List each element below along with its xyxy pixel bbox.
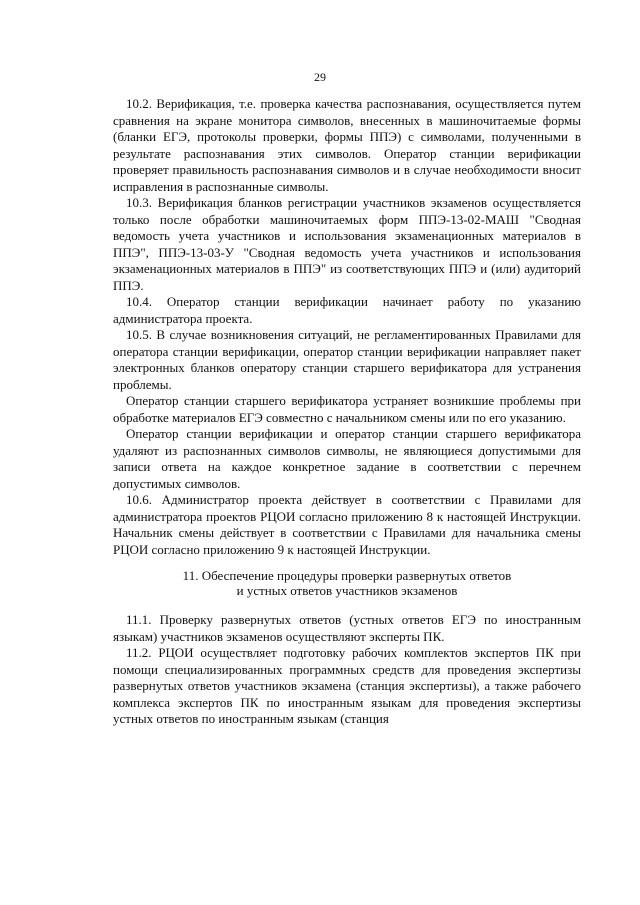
paragraph-10-6: 10.6. Администратор проекта действует в соответствии с Правилами для администратора проектов РЦОИ согласно приложению 8 к настоящей Инструкции. Начальник смены действует в соответствии с Правилами для начальника смены РЦОИ согласно приложению 9 к настоящей Инструкции. [113,492,581,557]
section-heading-11 [113,568,581,598]
section-heading-line-2: и устных ответов участников экзаменов [236,583,458,598]
paragraph-senior-verifier-operator: Оператор станции старшего верификатора устраняет возникшие проблемы при обработке материалов ЕГЭ совместно с начальником смены или по его указанию. [113,393,581,425]
paragraph-remove-invalid-symbols: Оператор станции верификации и оператор станции старшего верификатора удаляют из распознанных символов символы, не являющиеся допустимыми для записи ответа на каждое конкретное задание в соответствии с перечнем допустимых символов. [113,426,581,491]
paragraph-11-1: 11.1. Проверку развернутых ответов (устных ответов ЕГЭ по иностранным языкам) участников экзаменов осуществляют эксперты ПК. [113,612,581,644]
page-number: 29 [314,70,326,84]
document-body [113,96,581,728]
paragraph-10-5: 10.5. В случае возникновения ситуаций, не регламентированных Правилами для оператора станции верификации, оператор станции верификации направляет пакет электронных бланков оператору станции старшего верификатора для устранения проблемы. [113,327,581,392]
paragraph-10-2: 10.2. Верификация, т.е. проверка качества распознавания, осуществляется путем сравнения на экране монитора символов, внесенных в машиночитаемые формы (бланки ЕГЭ, протоколы проверки, формы ППЭ) с символами, полученными в результате распознавания этих символов. Оператор станции верификации проверяет правильность распознавания символов и в случае необходимости вносит исправления в распознанные символы. [113,96,581,194]
section-heading-line-1: 11. Обеспечение процедуры проверки развернутых ответов [182,568,512,583]
paragraph-10-4: 10.4. Оператор станции верификации начинает работу по указанию администратора проекта. [113,294,581,326]
paragraph-11-2: 11.2. РЦОИ осуществляет подготовку рабочих комплектов экспертов ПК при помощи специализированных программных средств для проведения экспертизы развернутых ответов участников экзамена (станция экспертизы), а также рабочего комплекса экспертов ПК по иностранным языкам для проведения экспертизы устных ответов по иностранным языкам (станция [113,645,581,726]
paragraph-10-3: 10.3. Верификация бланков регистрации участников экзаменов осуществляется только после обработки машиночитаемых форм ППЭ-13-02-МАШ "Сводная ведомость учета участников и использования экзаменационных материалов в ППЭ", ППЭ-13-03-У "Сводная ведомость учета участников и использования экзаменационных материалов в ППЭ" из соответствующих ППЭ и (или) аудиторий ППЭ. [113,195,581,293]
